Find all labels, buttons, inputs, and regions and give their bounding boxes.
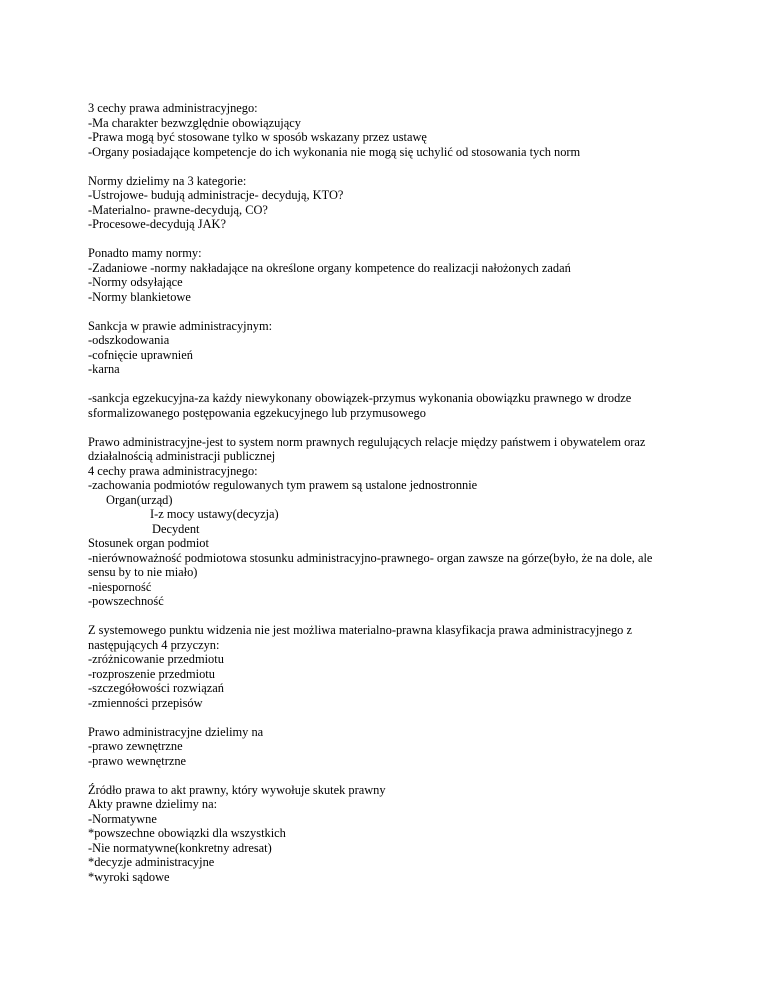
- paragraph: -sankcja egzekucyjna-za każdy niewykonany obowiązek-przymus wykonania obowiązku prawnego w drodze sformalizowanego postępowania egzekucyjnego lub przymusowego: [88, 391, 635, 420]
- list-item: -zmienności przepisów: [88, 695, 203, 710]
- list-item: -nierównoważność podmiotowa stosunku administracyjno-prawnego- organ zawsze na górze(było, że na dole, ale sensu by to nie miało): [88, 550, 656, 579]
- list-item: -zachowania podmiotów regulowanych tym prawem są ustalone jednostronnie: [88, 478, 478, 492]
- list-item: -Ma charakter bezwzględnie obowiązujący: [88, 115, 301, 130]
- diagram-mocy-label: I-z mocy ustawy(decyzja): [150, 507, 279, 521]
- list-item: -szczegółowości rozwiązań: [88, 681, 224, 695]
- list-item: -cofnięcie uprawnień: [88, 347, 193, 362]
- diagram-caption: Stosunek organ podmiot: [88, 536, 209, 550]
- section-title: Normy dzielimy na 3 kategorie:: [88, 173, 247, 188]
- section-title: 4 cechy prawa administracyjnego:: [88, 463, 258, 478]
- section-title: Prawo administracyjne dzielimy na: [88, 724, 264, 739]
- section-title: Ponadto mamy normy:: [88, 246, 202, 260]
- diagram-organ-label: Organ(urząd): [106, 492, 173, 507]
- list-item: -Materialno- prawne-decydują, CO?: [88, 202, 268, 217]
- list-item: -karna: [88, 362, 120, 376]
- definition-paragraph: Prawo administracyjne-jest to system norm prawnych regulujących relacje między państwem i obywatelem oraz działalnością administracji publicznej: [88, 434, 649, 463]
- list-item: -prawo zewnętrzne: [88, 739, 183, 753]
- list-item: -Organy posiadające kompetencje do ich wykonania nie mogą się uchylić od stosowania tych norm: [88, 144, 581, 159]
- spacer: [88, 159, 668, 174]
- spacer: [88, 768, 668, 783]
- diagram-decydent-label: Decydent: [152, 521, 200, 536]
- list-item: -Normy blankietowe: [88, 289, 191, 304]
- list-item: -powszechność: [88, 594, 164, 608]
- list-item: -Procesowe-decydują JAK?: [88, 217, 226, 231]
- list-item: -zróżnicowanie przedmiotu: [88, 652, 224, 666]
- paragraph: Źródło prawa to akt prawny, który wywołuje skutek prawny: [88, 782, 386, 797]
- list-item: *decyzje administracyjne: [88, 855, 215, 869]
- list-item: -Nie normatywne(konkretny adresat): [88, 840, 272, 855]
- spacer: [88, 232, 668, 247]
- list-item: -Normatywne: [88, 811, 157, 826]
- spacer: [88, 710, 668, 725]
- list-item: -Normy odsyłające: [88, 275, 183, 289]
- list-item: -prawo wewnętrzne: [88, 753, 187, 768]
- section-title: Sankcja w prawie administracyjnym:: [88, 318, 273, 333]
- spacer: [88, 609, 668, 624]
- spacer: [88, 420, 668, 435]
- list-item: -rozproszenie przedmiotu: [88, 666, 215, 681]
- list-item: -niesporność: [88, 579, 152, 594]
- paragraph: Z systemowego punktu widzenia nie jest możliwa materialno-prawna klasyfikacja prawa administracyjnego z następujących 4 przyczyn:: [88, 623, 636, 652]
- list-item: -Prawa mogą być stosowane tylko w sposób wskazany przez ustawę: [88, 130, 427, 144]
- list-item: *powszechne obowiązki dla wszystkich: [88, 826, 286, 840]
- spacer: [88, 377, 668, 392]
- list-item: *wyroki sądowe: [88, 869, 170, 884]
- list-item: -odszkodowania: [88, 333, 170, 347]
- spacer: [88, 304, 668, 319]
- section-title: Akty prawne dzielimy na:: [88, 797, 218, 811]
- document-body: [88, 101, 668, 884]
- section-title: 3 cechy prawa administracyjnego:: [88, 101, 258, 115]
- list-item: -Ustrojowe- budują administracje- decydują, KTO?: [88, 188, 344, 202]
- list-item: -Zadaniowe -normy nakładające na określone organy kompetence do realizacji nałożonych zadań: [88, 260, 571, 275]
